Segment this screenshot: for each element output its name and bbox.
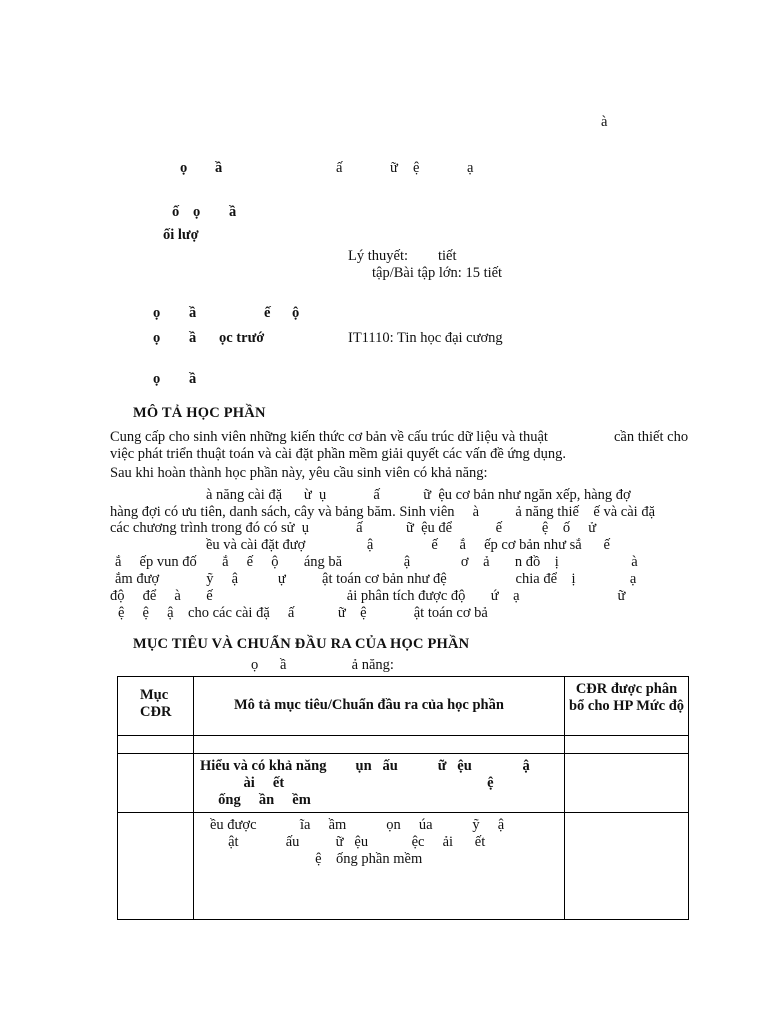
table-cell: [194, 736, 565, 754]
header-cell-mota: [194, 677, 565, 736]
row-khoi-luong: ối lượ: [163, 227, 199, 243]
mota-line-6: ắm đượ ỹ ậ ự ật toán cơ bản như đệ chia để ị ạ: [115, 571, 637, 587]
frag: ấ: [336, 160, 343, 176]
table-cell: [118, 813, 194, 920]
table-cell: [118, 754, 194, 813]
table-row-empty: [118, 736, 689, 754]
frag: ệ: [413, 160, 420, 176]
frag: ạ: [467, 160, 474, 176]
frag: ầ: [215, 160, 223, 176]
table-cell: [194, 813, 565, 920]
frag: ọ: [153, 305, 161, 321]
frag: ọ: [153, 371, 161, 387]
table-cell: [118, 736, 194, 754]
row2-line3: ệ ống phần mềm: [210, 851, 423, 867]
header-cdr-label: CĐR được phân bổ cho HP Mức độ: [568, 681, 685, 714]
mota-line-5: ắ ếp vun đố ắ ế ộ áng bă ậ ơ ả n đồ ị à: [115, 554, 638, 570]
section-heading-mota: MÔ TẢ HỌC PHẦN: [133, 405, 266, 421]
table-cell: [194, 754, 565, 813]
table-header-row: [118, 677, 689, 736]
row1-line2: ài ết ệ: [200, 775, 494, 791]
frag: ọ: [153, 330, 161, 346]
mota-line-4: ều và cài đặt đượ ậ ế ắ ếp cơ bản như sắ ế: [206, 537, 610, 553]
muctieu-subline: ọ ầ ả năng:: [251, 657, 394, 673]
header-muc-cdr-label: Mục CĐR: [140, 687, 172, 720]
table-row: [118, 754, 689, 813]
mota-line-8: ệ ệ ậ cho các cài đặ ấ ữ ệ ật toán cơ bả: [118, 605, 488, 621]
mota-line-1: à năng cài đặ ừ ụ ấ ữ ệu cơ bản như ngăn xếp, hàng đợ: [206, 487, 631, 503]
mota-line-3: các chương trình trong đó có sử ụ ấ ữ ệu để ế ệ ố ử: [110, 520, 597, 536]
row1-line1: Hiểu và có khả năng ụn ấu ữ ệu ậ: [200, 758, 530, 774]
row2-line1: ều được ĩa ầm ọn úa ỹ ậ: [210, 817, 505, 833]
header-top-fragment: à: [601, 114, 608, 130]
frag: ầ: [189, 330, 197, 346]
table-cell: [565, 813, 689, 920]
mota-para2: Sau khi hoàn thành học phần này, yêu cầu sinh viên có khả năng:: [110, 465, 488, 481]
frag: ọ: [180, 160, 188, 176]
table-cell: [565, 754, 689, 813]
frag: ữ: [390, 160, 398, 176]
mota-para1-line1-end: cần thiết cho: [614, 429, 689, 445]
header-mota-label: Mô tả mục tiêu/Chuẩn đầu ra của học phần: [234, 697, 504, 713]
mota-line-7: độ để à ế ải phân tích được độ ứ ạ ữ: [110, 588, 626, 604]
frag: ầ: [229, 204, 237, 220]
table-cell: [565, 736, 689, 754]
frag: ọc trướ: [219, 330, 265, 346]
header-cell-muc-cdr: [118, 677, 194, 736]
mota-line-2: hàng đợi có ưu tiên, danh sách, cây và bảng băm. Sinh viên à ả năng thiế ế và cài đặ: [110, 504, 656, 520]
frag: ế: [264, 305, 271, 321]
row2-line2: ật ấu ữ ệu ệc ải ết: [210, 834, 486, 850]
header-cell-cdr-phan-bo: [565, 677, 689, 736]
frag: ầ: [189, 371, 197, 387]
cdr-table: [117, 676, 689, 920]
table-row: [118, 813, 689, 920]
frag: ố: [172, 204, 180, 220]
row1-line3: ống ần ềm: [200, 792, 311, 808]
section-heading-muctieu: MỤC TIÊU VÀ CHUẨN ĐẦU RA CỦA HỌC PHẦN: [133, 636, 470, 652]
ly-thuyet-value: tiết: [438, 248, 457, 264]
mota-para1-line2: việc phát triển thuật toán và cài đặt phần mềm giải quyết các vấn đề ứng dụng.: [110, 446, 566, 462]
bai-tap-line: tập/Bài tập lớn: 15 tiết: [372, 265, 503, 281]
frag: ộ: [292, 305, 300, 321]
frag: ầ: [189, 305, 197, 321]
mota-para1-line1: Cung cấp cho sinh viên những kiến thức cơ bản về cấu trúc dữ liệu và thuật: [110, 429, 548, 445]
hp-hoc-truoc-value: IT1110: Tin học đại cương: [348, 330, 503, 346]
ly-thuyet-label: Lý thuyết:: [348, 248, 409, 264]
frag: ọ: [193, 204, 201, 220]
